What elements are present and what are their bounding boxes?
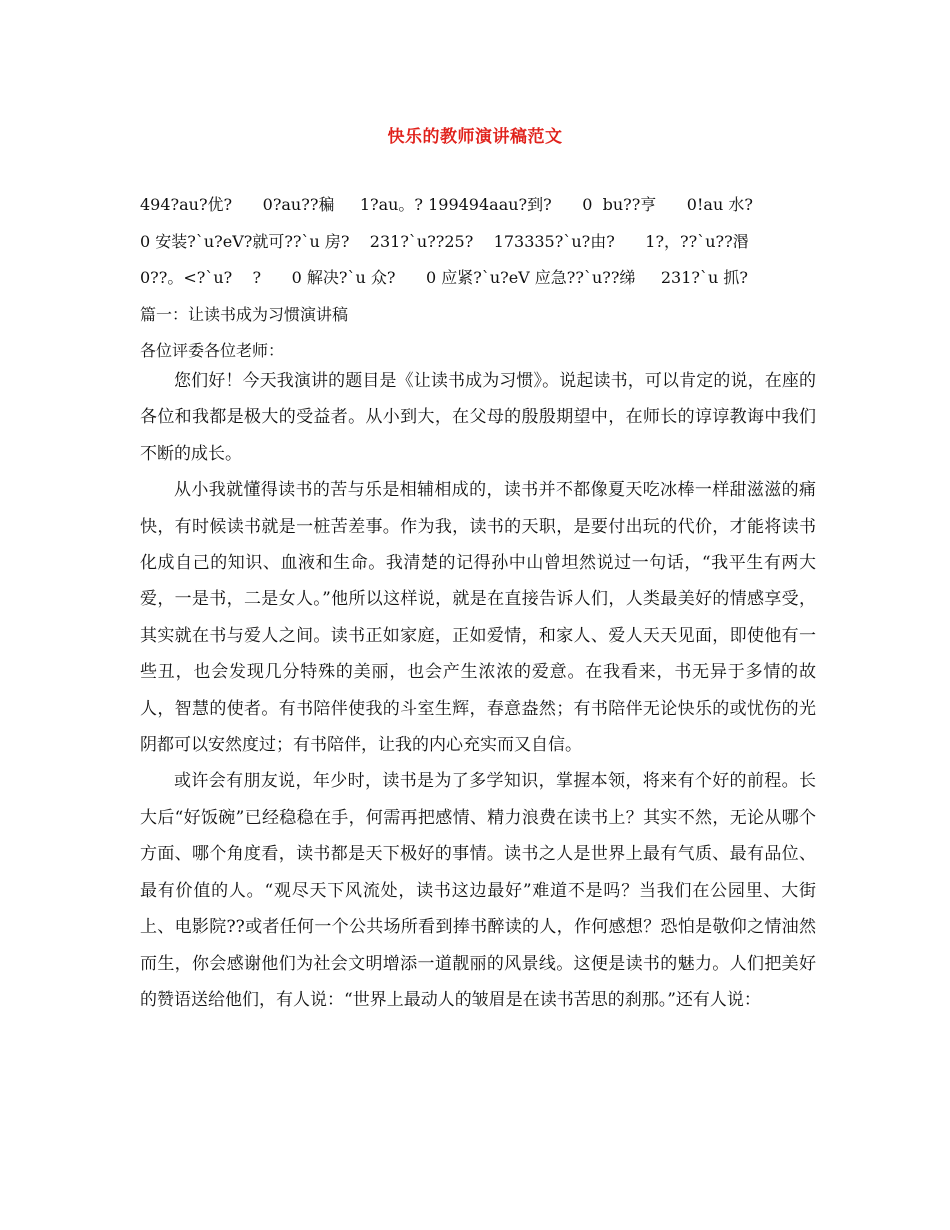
paragraph-2: 从小我就懂得读书的苦与乐是相辅相成的，读书并不都像夏天吃冰棒一样甜滋滋的痛快，有时候读书就是一桩苦差事。作为我，读书的天职，是要付出玩的代价，才能将读书化成自己的知识、血液和生命。我清楚的记得孙中山曾坦然说过一句话，“我平生有两大爱，一是书，二是女人。”他所以这样说，就是在直接告诉人们，人类最美好的情感享受，其实就在书与爱人之间。读书正如家庭，正如爱情，和家人、爱人天天见面，即使他有一些丑，也会发现几分特殊的美丽，也会产生浓浓的爱意。在我看来，书无异于多情的故人，智慧的使者。有书陪伴使我的斗室生辉，春意盎然；有书陪伴无论快乐的或忧伤的光阴都可以安然度过；有书陪伴，让我的内心充实而又自信。 — [140, 480, 816, 756]
garbled-text-line-1: 494?au?优? 0?au??稨 1?au。? 199494aau?到? 0 bu??亨 0!au 水? — [140, 195, 753, 214]
salutation: 各位评委各位老师： — [140, 341, 285, 360]
garbled-text-line-2: 0 安装?`u?eV?就可??`u 房? 231?`u??25? 173335?`u?由? 1?，??`u??湣 — [140, 232, 749, 251]
paragraph-1: 您们好！今天我演讲的题目是《让读书成为习惯》。说起读书，可以肯定的说，在座的各位和我都是极大的受益者。从小到大，在父母的殷殷期望中，在师长的谆谆教诲中我们不断的成长。 — [140, 371, 816, 464]
paragraph-3: 或许会有朋友说，年少时，读书是为了多学知识，掌握本领，将来有个好的前程。长大后“好饭碗”已经稳稳在手，何需再把感情、精力浪费在读书上？其实不然，无论从哪个方面、哪个角度看，读书都是天下极好的事情。读书之人是世界上最有气质、最有品位、最有价值的人。“观尽天下风流处，读书这边最好”难道不是吗？当我们在公园里、大街上、电影院??或者任何一个公共场所看到捧书醉读的人，作何感想？恐怕是敬仰之情油然而生，你会感谢他们为社会文明增添一道靓丽的风景线。这便是读书的魅力。人们把美好的赞语送给他们，有人说：“世界上最动人的皱眉是在读书苦思的刹那。”还有人说： — [140, 771, 816, 1010]
garbled-text-line-3: 0??。<?`u? ? 0 解决?`u 众? 0 应紧?`u?eV 应急??`u??绨 231?`u 抓? — [140, 268, 748, 287]
section-heading: 篇一：让读书成为习惯演讲稿 — [140, 305, 349, 324]
speech-body — [140, 363, 816, 1018]
document-title: 快乐的教师演讲稿范文 — [387, 127, 563, 147]
